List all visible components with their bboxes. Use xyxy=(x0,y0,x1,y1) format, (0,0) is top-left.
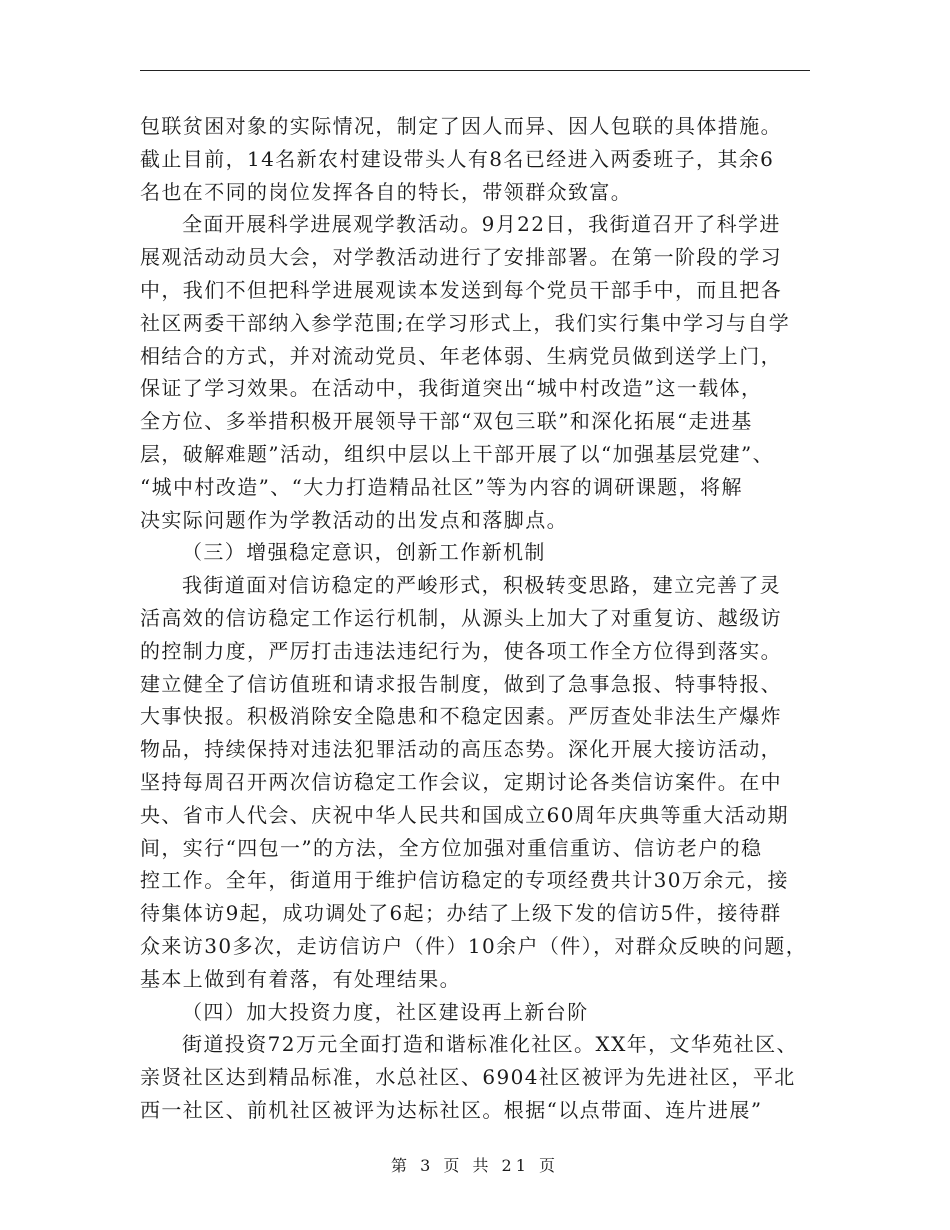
section-heading: （三）增强稳定意识，创新工作新机制 xyxy=(182,540,546,565)
header-rule xyxy=(140,70,810,71)
paragraph-line: 全面开展科学进展观学教活动。9月22日，我街道召开了科学进 xyxy=(182,212,781,237)
page-number: 第 3 页 共 21 页 xyxy=(391,1156,559,1175)
paragraph-line: 决实际问题作为学教活动的出发点和落脚点。 xyxy=(140,507,568,532)
paragraph-line: 基本上做到有着落，有处理结果。 xyxy=(140,966,461,991)
paragraph-line: 控工作。全年，街道用于维护信访稳定的专项经费共计30万余元，接 xyxy=(140,868,789,893)
paragraph-line: “城中村改造”、“大力打造精品社区”等为内容的调研课题，将解 xyxy=(140,474,743,499)
paragraph-line: 相结合的方式，并对流动党员、年老体弱、生病党员做到送学上门， xyxy=(140,343,782,368)
paragraph-line: 的控制力度，严厉打击违法违纪行为，使各项工作全方位得到落实。 xyxy=(140,638,782,663)
paragraph-line: 截止目前，14名新农村建设带头人有8名已经进入两委班子，其余6 xyxy=(140,146,775,171)
paragraph-line: 名也在不同的岗位发挥各自的特长，带领群众致富。 xyxy=(140,179,633,204)
paragraph-line: 待集体访9起，成功调处了6起；办结了上级下发的信访5件，接待群 xyxy=(140,901,782,926)
paragraph-line: 西一社区、前机社区被评为达标社区。根据“以点带面、连片进展” xyxy=(140,1097,763,1122)
paragraph-line: 建立健全了信访值班和请求报告制度，做到了急事急报、特事特报、 xyxy=(140,671,782,696)
paragraph-line: 坚持每周召开两次信访稳定工作会议，定期讨论各类信访案件。在中 xyxy=(140,769,782,794)
paragraph-line: 亲贤社区达到精品标准，水总社区、6904社区被评为先进社区，平北 xyxy=(140,1065,796,1090)
paragraph-line: 展观活动动员大会，对学教活动进行了安排部署。在第一阶段的学习 xyxy=(140,245,782,270)
document-body xyxy=(140,110,812,1127)
paragraph-line: 街道投资72万元全面打造和谐标准化社区。XX年，文华苑社区、 xyxy=(182,1032,798,1057)
paragraph-line: 包联贫困对象的实际情况，制定了因人而异、因人包联的具体措施。 xyxy=(140,114,782,138)
paragraph-line: 活高效的信访稳定工作运行机制，从源头上加大了对重复访、越级访 xyxy=(140,605,782,630)
paragraph-line: 间，实行“四包一”的方法，全方位加强对重信重访、信访老户的稳 xyxy=(140,835,763,860)
paragraph-line: 社区两委干部纳入参学范围;在学习形式上，我们实行集中学习与自学 xyxy=(140,310,791,335)
paragraph-line: 央、省市人代会、庆祝中华人民共和国成立60周年庆典等重大活动期 xyxy=(140,802,789,827)
paragraph-line: 全方位、多举措积极开展领导干部“双包三联”和深化拓展“走进基 xyxy=(140,409,753,434)
paragraph-line: 大事快报。积极消除安全隐患和不稳定因素。严厉查处非法生产爆炸 xyxy=(140,704,782,729)
paragraph-line: 众来访30多次，走访信访户（件）10余户（件），对群众反映的问题， xyxy=(140,933,808,958)
paragraph-line: 我街道面对信访稳定的严峻形式，积极转变思路，建立完善了灵 xyxy=(182,573,782,598)
section-heading: （四）加大投资力度，社区建设再上新台阶 xyxy=(182,999,589,1024)
paragraph-line: 层，破解难题”活动，组织中层以上干部开展了以“加强基层党建”、 xyxy=(140,441,775,466)
paragraph-line: 中，我们不但把科学进展观读本发送到每个党员干部手中，而且把各 xyxy=(140,277,782,302)
paragraph-line: 物品，持续保持对违法犯罪活动的高压态势。深化开展大接访活动， xyxy=(140,737,782,762)
paragraph-line: 保证了学习效果。在活动中，我街道突出“城中村改造”这一载体， xyxy=(140,376,763,401)
